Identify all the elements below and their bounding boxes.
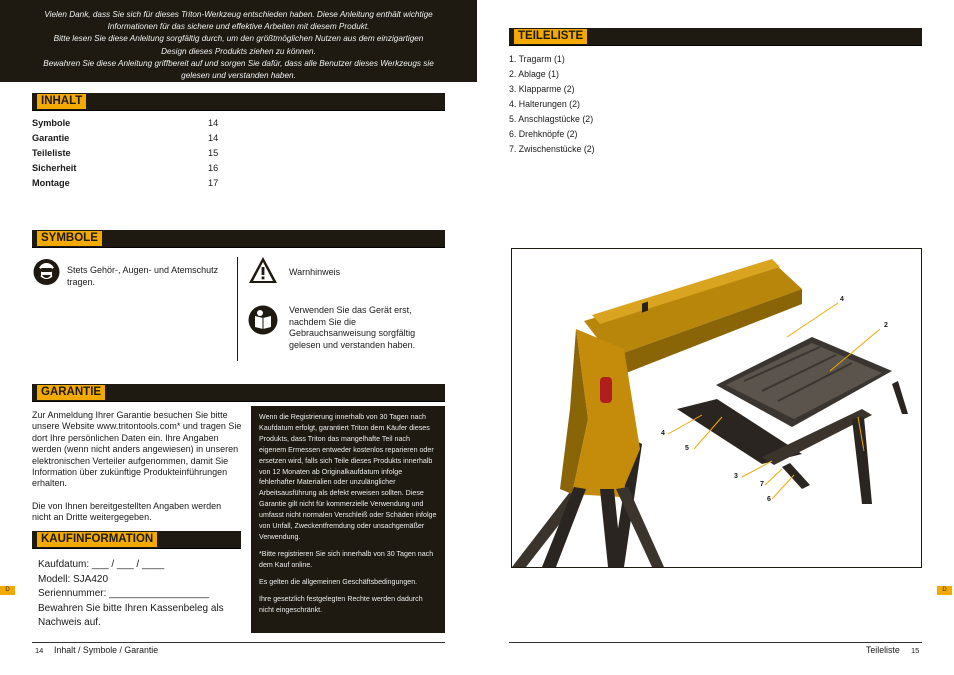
receipt-note: Bewahren Sie bitte Ihren Kassenbeleg als bbox=[38, 602, 224, 614]
workbench-drawing bbox=[512, 249, 921, 567]
part-name: 3. Klapparme bbox=[509, 84, 562, 94]
page-number: 14 bbox=[35, 646, 44, 655]
intro-line: gelesen und verstanden haben. bbox=[181, 71, 296, 81]
warning-text: Warnhinweis bbox=[289, 267, 341, 277]
garantie-header bbox=[32, 384, 445, 402]
model-line: Modell: SJA420 bbox=[38, 573, 109, 585]
footer-rule bbox=[509, 642, 922, 643]
serial-number-field[interactable]: Seriennummer: __________________ bbox=[38, 588, 210, 599]
part-item bbox=[509, 97, 595, 112]
inhalt-title: INHALT bbox=[37, 94, 86, 109]
symbole-header bbox=[32, 230, 445, 248]
part-item bbox=[509, 82, 595, 97]
product-illustration bbox=[511, 248, 922, 568]
part-name: 7. Zwischenstücke bbox=[509, 144, 582, 154]
intro-line: Design dieses Produkts ziehen zu können. bbox=[161, 46, 316, 56]
manual-icon bbox=[248, 305, 278, 335]
intro-line: Vielen Dank, dass Sie sich für dieses Triton-Werkzeug entschieden haben. Diese Anleitung enthält wichtige bbox=[44, 10, 433, 19]
part-qty: (2) bbox=[582, 114, 594, 124]
language-tab: D bbox=[937, 586, 952, 595]
part-name: 6. Drehknöpfe bbox=[509, 129, 565, 139]
part-name: 5. Anschlagstücke bbox=[509, 114, 580, 124]
toc-page: 14 bbox=[208, 133, 219, 143]
language-tab: D bbox=[0, 586, 15, 595]
garantie-para2: Die von Ihnen bereitgestellten Angaben werden nicht an Dritte weitergegeben. bbox=[32, 501, 222, 523]
callout-label: 1 bbox=[863, 448, 867, 455]
kaufinformation-header bbox=[32, 531, 241, 549]
warranty-rights: Ihre gesetzlich festgelegten Rechte werden dadurch nicht eingeschränkt. bbox=[259, 594, 423, 614]
parts-list bbox=[509, 52, 595, 157]
callout-label: 5 bbox=[685, 445, 689, 452]
warning-icon bbox=[248, 256, 278, 284]
toc-label: Garantie bbox=[32, 133, 70, 143]
part-item bbox=[509, 112, 595, 127]
callout-label: 4 bbox=[840, 296, 844, 303]
part-qty: (2) bbox=[569, 99, 580, 109]
part-item bbox=[509, 127, 595, 142]
toc-label: Symbole bbox=[32, 118, 71, 128]
manual-text: Verwenden Sie das Gerät erst, nachdem Sie die Gebrauchsanweisung sorgfältig gelesen und verstanden haben. bbox=[289, 305, 416, 350]
callout-label: 3 bbox=[734, 473, 738, 480]
symbol-divider bbox=[237, 257, 238, 361]
callout-label: 2 bbox=[884, 322, 888, 329]
callout-label: 6 bbox=[767, 496, 771, 503]
garantie-title: GARANTIE bbox=[37, 385, 105, 400]
ppe-text: Stets Gehör-, Augen- und Atemschutz tragen. bbox=[67, 265, 219, 287]
footer-title: Inhalt / Symbole / Garantie bbox=[54, 645, 159, 655]
toc-label: Teileliste bbox=[32, 148, 71, 158]
warranty-conditions: Es gelten die allgemeinen Geschäftsbedingungen. bbox=[259, 577, 418, 586]
page-number: 15 bbox=[911, 646, 920, 655]
part-name: 1. Tragarm bbox=[509, 54, 552, 64]
purchase-date-field[interactable]: Kaufdatum: ___ / ___ / ____ bbox=[38, 559, 165, 570]
part-item bbox=[509, 52, 595, 67]
intro-banner bbox=[0, 0, 477, 82]
receipt-note: Nachweis auf. bbox=[38, 617, 101, 628]
part-item bbox=[509, 67, 595, 82]
part-qty: (2) bbox=[563, 84, 575, 94]
toc-page: 14 bbox=[208, 118, 219, 128]
part-qty: (1) bbox=[548, 69, 559, 79]
callout-label: 7 bbox=[760, 481, 764, 488]
toc-page: 17 bbox=[208, 178, 219, 188]
part-name: 4. Halterungen bbox=[509, 99, 567, 109]
part-item bbox=[509, 142, 595, 157]
inhalt-header bbox=[32, 93, 445, 111]
part-name: 2. Ablage bbox=[509, 69, 546, 79]
teileliste-title: TEILELISTE bbox=[514, 29, 587, 44]
intro-line: Bitte lesen Sie diese Anleitung sorgfältig durch, um den größtmöglichen Nutzen aus dem einzigartigen bbox=[53, 34, 424, 44]
intro-line: Informationen für das sichere und effektive Arbeiten mit diesem Produkt. bbox=[107, 22, 370, 32]
part-qty: (1) bbox=[554, 54, 565, 64]
footer-rule bbox=[32, 642, 445, 643]
garantie-para1: Zur Anmeldung Ihrer Garantie besuchen Sie bitte unsere Website www.tritontools.com* und tragen Sie dort Ihre persönlichen Daten ein. Ihre Angaben werden (wenn nicht anders angewiesen) in unseren elektronischen Verteiler aufgenommen, damit Sie Information über zukünftige Produkteinführungen erhalten. bbox=[32, 410, 242, 489]
teileliste-header bbox=[509, 28, 922, 46]
warranty-note: *Bitte registrieren Sie sich innerhalb von 30 Tagen nach dem Kauf online. bbox=[259, 549, 434, 569]
toc-label: Sicherheit bbox=[32, 163, 77, 173]
symbole-title: SYMBOLE bbox=[37, 231, 102, 246]
part-qty: (2) bbox=[583, 144, 595, 154]
warranty-terms-box bbox=[251, 406, 445, 633]
toc-page: 16 bbox=[208, 163, 219, 173]
intro-line: Bewahren Sie diese Anleitung griffbereit auf und sorgen Sie dafür, dass alle Benutzer dieses Werkzeugs sie bbox=[43, 58, 434, 68]
purchase-info bbox=[38, 558, 243, 631]
part-qty: (2) bbox=[566, 129, 578, 139]
toc-label: Montage bbox=[32, 178, 70, 188]
footer-title: Teileliste bbox=[866, 645, 900, 655]
ppe-icon bbox=[33, 257, 60, 287]
kaufinformation-title: KAUFINFORMATION bbox=[37, 532, 157, 547]
callout-label: 4 bbox=[661, 430, 665, 437]
warranty-terms-text: Wenn die Registrierung innerhalb von 30 Tagen nach Kaufdatum erfolgt, garantiert Triton dem Käufer dieses Produkts, dass Triton das mangelhafte Teil nach eigenem Ermessen entweder kostenlos reparieren oder ersetzen wird, falls sich Teile dieses Produkts innerhalb von 12 Monaten ab Originalkaufdatum infolge fehlerhafter Materialien oder unzulänglicher Arbeitsausführung als defekt erweisen sollten. Diese Garantie gilt nicht für kommerzielle Verwendung und umfasst nicht normalen Verschleiß oder Schäden infolge von Unfall, Zweckentfremdung oder unsachgemäßer Verwendung. bbox=[259, 413, 437, 541]
toc-page: 15 bbox=[208, 148, 219, 158]
